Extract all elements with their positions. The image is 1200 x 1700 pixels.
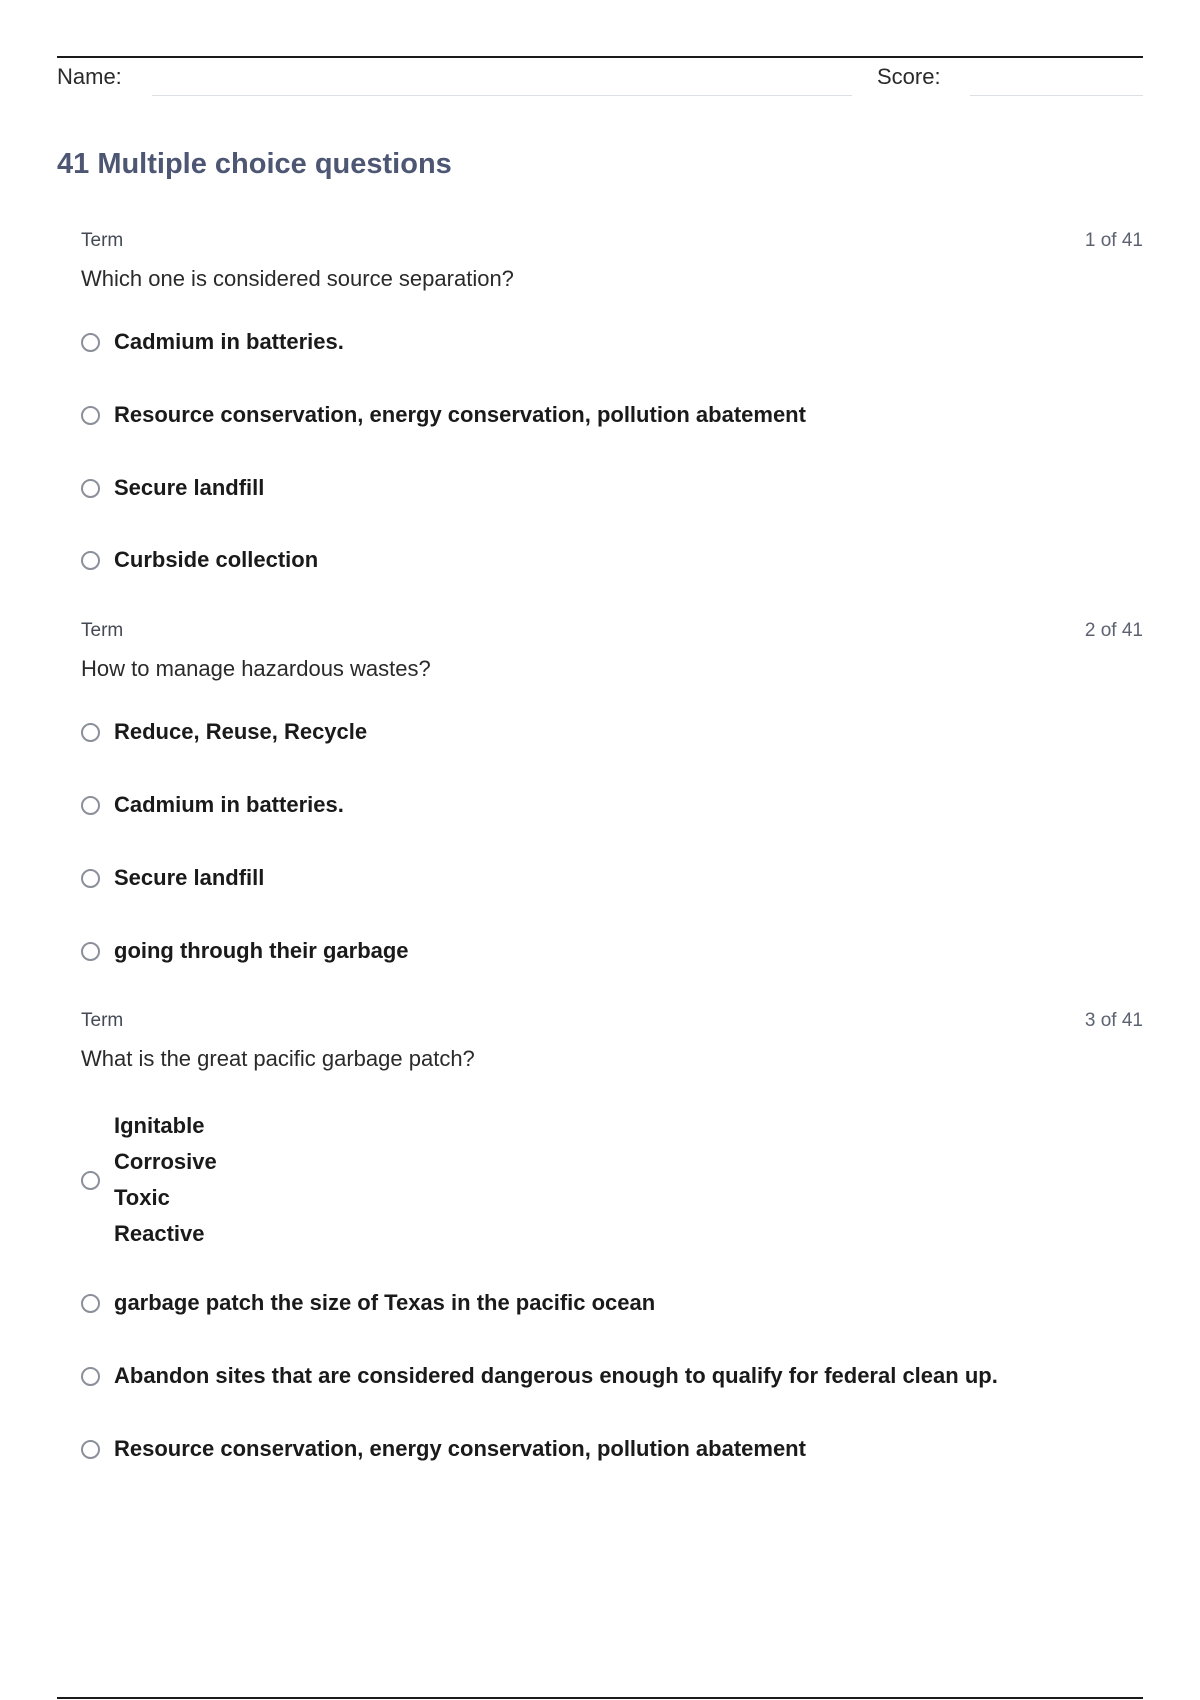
radio-button-icon[interactable] — [81, 406, 100, 425]
answer-option-label: Secure landfill — [114, 475, 265, 500]
answer-option[interactable] — [81, 329, 344, 355]
radio-button-icon[interactable] — [81, 869, 100, 888]
answer-option[interactable] — [81, 792, 344, 818]
answer-option-label: Resource conservation, energy conservation, pollution abatement — [114, 402, 806, 427]
radio-button-icon[interactable] — [81, 1294, 100, 1313]
radio-button-icon[interactable] — [81, 479, 100, 498]
radio-button-icon[interactable] — [81, 723, 100, 742]
question-prompt: What is the great pacific garbage patch? — [81, 1046, 475, 1071]
question-prompt: Which one is considered source separation? — [81, 266, 514, 291]
radio-button-icon[interactable] — [81, 942, 100, 961]
answer-option-label: Curbside collection — [114, 547, 319, 572]
answer-option-label: Cadmium in batteries. — [114, 329, 344, 354]
score-label: Score: — [877, 64, 941, 89]
answer-option-label: Cadmium in batteries. — [114, 792, 344, 817]
answer-option[interactable] — [81, 865, 264, 891]
bottom-rule — [57, 1697, 1143, 1699]
answer-option-label: Secure landfill — [114, 865, 265, 890]
name-label: Name: — [57, 64, 122, 89]
answer-option-label: garbage patch the size of Texas in the pacific ocean — [114, 1290, 656, 1315]
answer-line: Toxic — [114, 1185, 170, 1210]
answer-line: Corrosive — [114, 1149, 217, 1174]
section-title: 41 Multiple choice questions — [57, 148, 452, 180]
answer-option[interactable] — [81, 475, 264, 501]
answer-option[interactable] — [81, 719, 367, 745]
answer-option[interactable] — [81, 1436, 806, 1462]
answer-option-label — [114, 1108, 217, 1252]
question-counter: 1 of 41 — [1084, 230, 1143, 251]
answer-line: Reactive — [114, 1221, 205, 1246]
answer-option[interactable] — [81, 402, 806, 428]
question-counter: 2 of 41 — [1084, 620, 1143, 641]
radio-button-icon[interactable] — [81, 333, 100, 352]
worksheet-header — [57, 62, 1143, 98]
name-input-line[interactable] — [152, 95, 852, 96]
radio-button-icon[interactable] — [81, 1171, 100, 1190]
answer-option[interactable] — [81, 547, 318, 573]
answer-option[interactable] — [81, 1108, 217, 1252]
answer-option-label: going through their garbage — [114, 938, 409, 963]
question-label: Term — [81, 1010, 124, 1031]
answer-option[interactable] — [81, 1290, 655, 1316]
radio-button-icon[interactable] — [81, 1367, 100, 1386]
radio-button-icon[interactable] — [81, 1440, 100, 1459]
radio-button-icon[interactable] — [81, 551, 100, 570]
answer-option[interactable] — [81, 1363, 998, 1389]
top-rule — [57, 56, 1143, 58]
score-input-line[interactable] — [970, 95, 1143, 96]
question-prompt: How to manage hazardous wastes? — [81, 656, 431, 681]
answer-line: Ignitable — [114, 1113, 205, 1138]
answer-option-label: Resource conservation, energy conservation, pollution abatement — [114, 1436, 806, 1461]
answer-option-label: Abandon sites that are considered dangerous enough to qualify for federal clean up. — [114, 1363, 998, 1388]
question-counter: 3 of 41 — [1084, 1010, 1143, 1031]
radio-button-icon[interactable] — [81, 796, 100, 815]
question-label: Term — [81, 230, 124, 251]
question-label: Term — [81, 620, 124, 641]
answer-option-label: Reduce, Reuse, Recycle — [114, 719, 368, 744]
answer-option[interactable] — [81, 938, 409, 964]
